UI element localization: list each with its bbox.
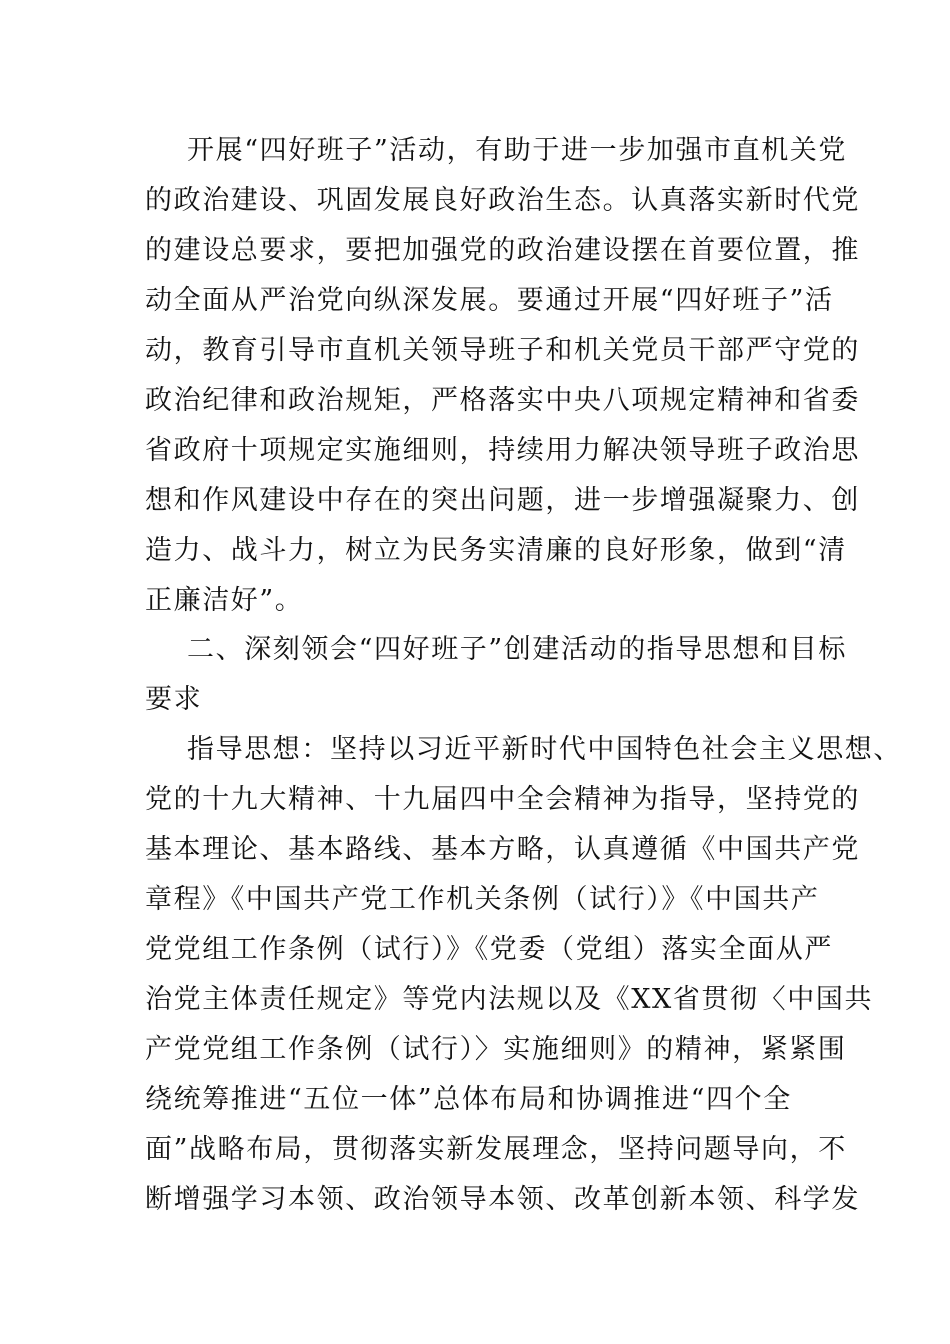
paragraph-line: 党党组工作条例（试行）》《党委（党组）落实全面从严 [145, 934, 833, 965]
paragraph-line: 正廉洁好”。 [145, 585, 304, 616]
paragraph-line: 的政治建设、巩固发展良好政治生态。认真落实新时代党 [145, 185, 860, 216]
paragraph-line: 的建设总要求，要把加强党的政治建设摆在首要位置，推 [145, 235, 860, 266]
paragraph-line: 治党主体责任规定》等党内法规以及《XX省贯彻〈中国共 [145, 984, 874, 1015]
paragraph-line: 指导思想：坚持以习近平新时代中国特色社会主义思想、 [187, 734, 902, 765]
paragraph-line: 开展“四好班子”活动，有助于进一步加强市直机关党 [187, 135, 848, 166]
paragraph-line: 造力、战斗力，树立为民务实清廉的良好形象，做到“清 [145, 535, 847, 566]
section-heading-line: 二、深刻领会“四好班子”创建活动的指导思想和目标 [187, 634, 848, 665]
paragraph-line: 党的十九大精神、十九届四中全会精神为指导，坚持党的 [145, 784, 860, 815]
paragraph-line: 章程》《中国共产党工作机关条例（试行）》《中国共产 [145, 884, 820, 915]
paragraph-line: 想和作风建设中存在的突出问题，进一步增强凝聚力、创 [145, 485, 860, 516]
paragraph-line: 产党党组工作条例（试行）〉实施细则》的精神，紧紧围 [145, 1034, 847, 1065]
paragraph-line: 动，教育引导市直机关领导班子和机关党员干部严守党的 [145, 335, 860, 366]
section-heading-line: 要求 [145, 684, 203, 715]
paragraph-line: 省政府十项规定实施细则，持续用力解决领导班子政治思 [145, 435, 860, 466]
paragraph-line: 基本理论、基本路线、基本方略，认真遵循《中国共产党 [145, 834, 860, 865]
paragraph-line: 绕统筹推进“五位一体”总体布局和协调推进“四个全 [145, 1084, 792, 1115]
paragraph-line: 面”战略布局，贯彻落实新发展理念，坚持问题导向，不 [145, 1134, 847, 1165]
paragraph-line: 政治纪律和政治规矩，严格落实中央八项规定精神和省委 [145, 385, 860, 416]
paragraph-line: 断增强学习本领、政治领导本领、改革创新本领、科学发 [145, 1184, 860, 1215]
paragraph-line: 动全面从严治党向纵深发展。要通过开展“四好班子”活 [145, 285, 834, 316]
